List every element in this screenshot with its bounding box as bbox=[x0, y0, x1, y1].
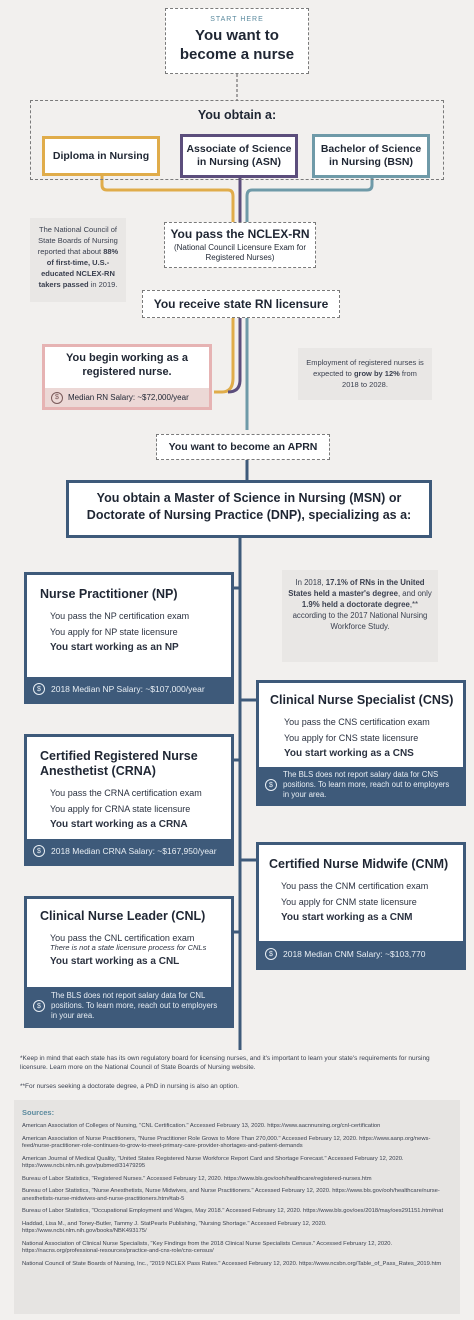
dollar-icon: $ bbox=[265, 948, 277, 960]
source-item: Bureau of Labor Statistics, "Occupational Employment and Wages, May 2018." Accessed February 12, 2020. https://www.bls.gov/oes/2018/may/oes291151.htm#nat bbox=[22, 1208, 444, 1214]
degree-asn bbox=[180, 134, 298, 178]
nclex-box bbox=[164, 222, 316, 268]
degree-stats-note bbox=[282, 570, 438, 662]
nclex-title: You pass the NCLEX-RN bbox=[170, 227, 310, 241]
cns-title: Clinical Nurse Specialist (CNS) bbox=[270, 693, 454, 707]
working-title: You begin working as a registered nurse. bbox=[65, 352, 189, 378]
degree-bsn bbox=[312, 134, 430, 178]
dollar-icon: $ bbox=[51, 392, 63, 404]
nclex-sub: (National Council Licensure Exam for Registered Nurses) bbox=[173, 243, 307, 262]
cns-salary: The BLS does not report salary data for CNS positions. To learn more, reach out to employers in your area. bbox=[283, 770, 450, 799]
licensure-box bbox=[142, 290, 340, 318]
msn-box bbox=[66, 480, 432, 538]
career-cnm bbox=[256, 842, 466, 970]
career-np bbox=[24, 572, 234, 704]
source-item: American Association of Colleges of Nursing, "CNL Certification." Accessed February 13, 2020. https://www.aacnnursing.org/cnl-certification bbox=[22, 1123, 381, 1129]
cnm-salary: 2018 Median CNM Salary: ~$103,770 bbox=[283, 949, 426, 959]
crna-salary: 2018 Median CRNA Salary: ~$167,950/year bbox=[51, 846, 217, 856]
crna-salary-bar bbox=[27, 839, 231, 863]
employment-note-bold: grow by 12% bbox=[353, 369, 400, 378]
cnm-step-1: You pass the CNM certification exam bbox=[281, 881, 429, 891]
aprn-title: You want to become an APRN bbox=[168, 441, 318, 453]
cnm-title: Certified Nurse Midwife (CNM) bbox=[269, 857, 449, 871]
degree-asn-label: Associate of Science in Nursing (ASN) bbox=[186, 143, 292, 168]
employment-note bbox=[298, 348, 432, 400]
source-item: American Association of Nurse Practitioners, "Nurse Practitioner Role Grows to More Than 270,000." Accessed February 12, 2020. https://www.aanp.org/news-feed/nurse-practitioner-role-continues-to-grow-to-meet-primary-care-provider-shortages-and-patient-demands bbox=[22, 1135, 431, 1149]
degree-bsn-label: Bachelor of Science in Nursing (BSN) bbox=[320, 143, 422, 168]
start-title-line1: You want to bbox=[195, 27, 279, 44]
dollar-icon: $ bbox=[265, 779, 277, 791]
cns-step-1: You pass the CNS certification exam bbox=[284, 717, 430, 727]
crna-step-2: You apply for CRNA state licensure bbox=[50, 804, 191, 814]
source-item: National Council of State Boards of Nursing, Inc., "2019 NCLEX Pass Rates." Accessed February 12, 2020. https://www.ncsbn.org/Table_of_Pass_Rates_2019.htm bbox=[22, 1260, 442, 1267]
cnl-step-3: You start working as a CNL bbox=[50, 956, 180, 967]
obtain-title: You obtain a: bbox=[197, 108, 277, 122]
np-title: Nurse Practitioner (NP) bbox=[40, 587, 178, 601]
start-title-line2: become a nurse bbox=[179, 46, 295, 63]
dollar-icon: $ bbox=[33, 683, 45, 695]
degree-note-p1: In 2018, bbox=[295, 578, 326, 587]
source-item: National Association of Clinical Nurse Specialists, "Key Findings from the 2018 Clinical Nurse Specialists Census." Accessed February 12, 2020. https://nacns.org/professional-resources/practice-and-cns-role/cns-census/ bbox=[22, 1240, 393, 1254]
degree-note-p3: ,** according to the 2017 National Nursing Workforce Study. bbox=[292, 600, 428, 631]
source-item: Bureau of Labor Statistics, "Registered Nurses." Accessed February 12, 2020. https://www.bls.gov/ooh/healthcare/registered-nurses.htm bbox=[22, 1175, 372, 1182]
ncsbn-note-pre: The National Council of State Boards of Nursing reported that about bbox=[37, 225, 118, 256]
sources-title: Sources: bbox=[22, 1108, 55, 1117]
main-connector bbox=[233, 460, 256, 1050]
np-step-1: You pass the NP certification exam bbox=[50, 611, 190, 621]
np-salary-bar bbox=[27, 677, 231, 701]
ncsbn-note-bold: 88% of first-time, U.S.-educated NCLEX-RN takers passed bbox=[38, 247, 119, 289]
cnl-title: Clinical Nurse Leader (CNL) bbox=[40, 909, 206, 923]
dollar-icon: $ bbox=[33, 1000, 45, 1012]
cnl-salary-bar bbox=[27, 987, 231, 1025]
career-cns bbox=[256, 680, 466, 806]
start-label: START HERE bbox=[210, 16, 264, 23]
cnl-step-1: You pass the CNL certification exam bbox=[50, 933, 195, 943]
degree-note-b1: 17.1% of RNs in the United States held a master's degree bbox=[288, 578, 425, 598]
degree-note-b2: 1.9% held a doctorate degree bbox=[301, 600, 410, 609]
employment-note-pre: Employment of registered nurses is expected to bbox=[306, 358, 424, 378]
crna-step-3: You start working as a CRNA bbox=[50, 819, 188, 830]
degree-diploma-label: Diploma in Nursing bbox=[52, 149, 150, 162]
working-box bbox=[42, 344, 212, 410]
source-item: Haddad, Lisa M., and Toney-Butler, Tammy J. StatPearls Publishing, "Nursing Shortage." Accessed February 12, 2020. https://www.ncbi.nlm.nih.gov/books/NBK493175/ bbox=[22, 1220, 327, 1234]
cns-salary-bar bbox=[259, 767, 463, 803]
cnm-step-2: You apply for CNM state licensure bbox=[281, 897, 417, 907]
footnote-2: **For nurses seeking a doctorate degree, a PhD in nursing is also an option. bbox=[20, 1083, 239, 1090]
ncsbn-note bbox=[30, 218, 126, 302]
career-cnl bbox=[24, 896, 234, 1028]
licensure-title: You receive state RN licensure bbox=[153, 297, 329, 311]
cnl-note: There is not a state licensure process for CNLs bbox=[50, 943, 207, 952]
start-box bbox=[165, 8, 309, 74]
np-step-3: You start working as an NP bbox=[50, 642, 179, 653]
source-item: American Journal of Medical Quality, "United States Registered Nurse Workforce Report Card and Shortage Forecast." Accessed February 12, 2020. https://www.ncbi.nlm.nih.gov/pubmed/31479295 bbox=[22, 1155, 404, 1169]
cnl-salary: The BLS does not report salary data for CNL positions. To learn more, reach out to employers in your area. bbox=[51, 991, 218, 1020]
cnm-salary-bar bbox=[259, 941, 463, 967]
degree-diploma bbox=[42, 136, 160, 176]
ncsbn-note-post: in 2019. bbox=[88, 280, 118, 289]
source-item: Bureau of Labor Statistics, "Nurse Anesthetists, Nurse Midwives, and Nurse Practitioners." Accessed February 12, 2020. https://www.bls.gov/ooh/healthcare/nurse-anesthetists-nurse-midwives-and-nurse-practitioners.htm#tab-5 bbox=[22, 1188, 440, 1202]
np-step-2: You apply for NP state licensure bbox=[50, 627, 178, 637]
working-salary: Median RN Salary: ~$72,000/year bbox=[68, 393, 189, 402]
cns-step-2: You apply for CNS state licensure bbox=[284, 733, 419, 743]
working-salary-bar bbox=[45, 388, 209, 407]
crna-step-1: You pass the CRNA certification exam bbox=[50, 788, 202, 798]
np-salary: 2018 Median NP Salary: ~$107,000/year bbox=[51, 684, 205, 694]
aprn-box bbox=[156, 434, 330, 460]
crna-title: Certified Registered Nurse Anesthetist (CRNA) bbox=[40, 749, 198, 778]
cnm-step-3: You start working as a CNM bbox=[281, 912, 413, 923]
career-crna bbox=[24, 734, 234, 866]
dollar-icon: $ bbox=[33, 845, 45, 857]
sources-panel bbox=[14, 1100, 460, 1314]
cns-step-3: You start working as a CNS bbox=[284, 748, 414, 759]
employment-note-post: from 2018 to 2028. bbox=[342, 369, 417, 389]
degree-note-p2: , and only bbox=[397, 589, 432, 598]
footnote-1: *Keep in mind that each state has its own regulatory board for licensing nurses, and it's important to learn your state's requirements for nursing licensure. Learn more on the National Council of State Boards of Nursing website. bbox=[20, 1055, 430, 1071]
msn-title: You obtain a Master of Science in Nursing (MSN) or Doctorate of Nursing Practice (DNP), specializing as a: bbox=[86, 491, 412, 522]
